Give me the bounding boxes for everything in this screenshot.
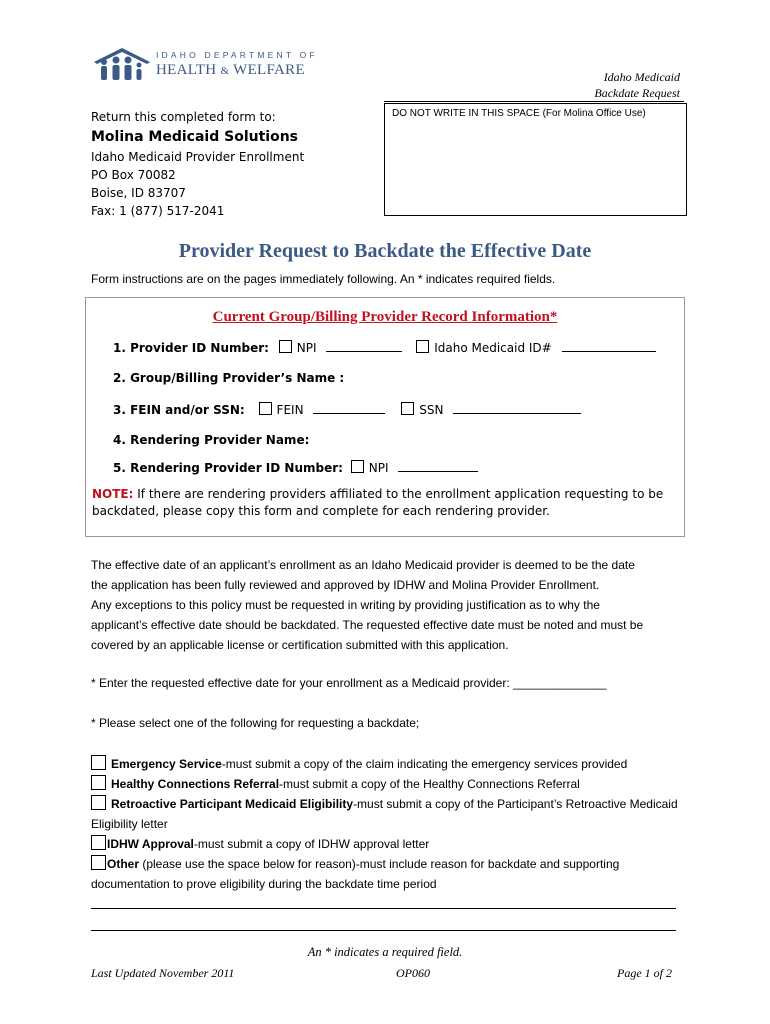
fein-field[interactable]	[313, 403, 385, 414]
office-use-box	[384, 103, 687, 216]
fein-checkbox[interactable]	[259, 402, 272, 415]
medicaid-id-option-label: Idaho Medicaid ID#	[434, 341, 552, 355]
healthy-connections-checkbox[interactable]	[91, 775, 106, 790]
header-rule	[384, 101, 684, 102]
option-retroactive-eligibility[interactable]	[91, 794, 691, 834]
npi-option-label: NPI	[296, 341, 317, 355]
backdate-reason-options	[91, 754, 691, 894]
emergency-service-checkbox[interactable]	[91, 755, 106, 770]
ssn-option-label: SSN	[419, 403, 444, 417]
header-form-name: Idaho Medicaid	[603, 70, 680, 84]
option-bold: Retroactive Participant Medicaid Eligibility	[111, 797, 354, 811]
requested-date-field[interactable]: * Enter the requested effective date for your enrollment as a Medicaid provider: ______________	[91, 676, 607, 690]
reason-line-1[interactable]	[91, 908, 676, 909]
npi-checkbox[interactable]	[279, 340, 292, 353]
fein-option-label: FEIN	[276, 403, 304, 417]
footer-form-code: OP060	[396, 966, 430, 980]
provider-record-section	[85, 297, 685, 537]
family-figures-logo-icon	[92, 46, 152, 82]
return-org: Molina Medicaid Solutions	[91, 129, 298, 145]
option-other[interactable]	[91, 854, 691, 894]
ssn-checkbox[interactable]	[401, 402, 414, 415]
medicaid-id-field[interactable]	[562, 341, 656, 352]
page-title: Provider Request to Backdate the Effective Date	[178, 240, 592, 262]
provider-id-row	[113, 340, 656, 355]
return-line-2: PO Box 70082	[91, 168, 176, 182]
medicaid-id-checkbox[interactable]	[416, 340, 429, 353]
ssn-field[interactable]	[453, 403, 581, 414]
policy-line-1: The effective date of an applicant’s enrollment as an Idaho Medicaid provider is deemed to be the date	[91, 558, 635, 572]
option-rest: -must submit a copy of the Healthy Connections Referral	[279, 777, 580, 791]
rendering-note	[92, 486, 680, 520]
return-address-block	[91, 108, 381, 220]
header-form-type: Backdate Request	[594, 86, 680, 100]
logo-welfare: WELFARE	[233, 62, 305, 78]
rendering-id-label: 5. Rendering Provider ID Number:	[113, 461, 343, 475]
footer-page-number: Page 1 of 2	[617, 966, 672, 980]
return-label: Return this completed form to:	[91, 110, 276, 124]
logo-amp: &	[220, 65, 230, 77]
logo-line-2	[156, 62, 305, 79]
note-text: If there are rendering providers affiliated to the enrollment application requesting to be backdated, please copy this form and complete for each rendering provider.	[92, 487, 664, 518]
instructions-text: Form instructions are on the pages immediately following. An * indicates required fields.	[91, 272, 556, 286]
return-fax: Fax: 1 (877) 517-2041	[91, 204, 225, 218]
return-line-3: Boise, ID 83707	[91, 186, 186, 200]
return-line-1: Idaho Medicaid Provider Enrollment	[91, 150, 305, 164]
fein-ssn-row	[113, 402, 581, 417]
option-bold: Emergency Service	[111, 757, 222, 771]
option-healthy-connections[interactable]	[91, 774, 691, 794]
option-rest: -must submit a copy of the Participant’s Retroactive Medicaid Eligibility letter	[91, 797, 678, 831]
npi-field[interactable]	[326, 341, 402, 352]
idhw-logo	[92, 44, 322, 84]
rendering-npi-checkbox[interactable]	[351, 460, 364, 473]
option-rest: (please use the space below for reason)-must include reason for backdate and supporting documentation to prove eligibility during the backdate time period	[91, 857, 620, 891]
rendering-npi-option-label: NPI	[368, 461, 389, 475]
option-bold: Other	[107, 857, 140, 871]
note-label: NOTE:	[92, 487, 134, 501]
select-prompt: * Please select one of the following for requesting a backdate;	[91, 716, 420, 730]
footer-last-updated: Last Updated November 2011	[91, 966, 235, 980]
record-heading: Current Group/Billing Provider Record Information*	[212, 309, 558, 325]
option-rest: -must submit a copy of the claim indicating the emergency services provided	[221, 757, 628, 771]
rendering-name-label: 4. Rendering Provider Name:	[113, 433, 310, 447]
retroactive-eligibility-checkbox[interactable]	[91, 795, 106, 810]
required-field-note: An * indicates a required field.	[307, 945, 463, 959]
option-emergency-service[interactable]	[91, 754, 691, 774]
rendering-id-row	[113, 460, 478, 475]
option-idhw-approval[interactable]	[91, 834, 691, 854]
option-rest: -must submit a copy of IDHW approval letter	[193, 837, 430, 851]
group-name-label: 2. Group/Billing Provider’s Name :	[113, 371, 345, 385]
policy-line-2: the application has been fully reviewed and approved by IDHW and Molina Provider Enrollment.	[91, 578, 600, 592]
logo-health: HEALTH	[156, 62, 217, 78]
policy-line-3: Any exceptions to this policy must be requested in writing by providing justification as to why the	[91, 598, 600, 612]
other-checkbox[interactable]	[91, 855, 106, 870]
rendering-npi-field[interactable]	[398, 461, 478, 472]
idhw-approval-checkbox[interactable]	[91, 835, 106, 850]
policy-line-4: applicant’s effective date should be backdated. The requested effective date must be noted and must be	[91, 618, 644, 632]
reason-line-2[interactable]	[91, 930, 676, 931]
rendering-name-row	[113, 433, 309, 447]
fein-ssn-label: 3. FEIN and/or SSN:	[113, 403, 245, 417]
option-bold: Healthy Connections Referral	[111, 777, 280, 791]
provider-id-label: 1. Provider ID Number:	[113, 341, 269, 355]
policy-paragraph	[91, 555, 691, 655]
option-bold: IDHW Approval	[107, 837, 194, 851]
group-name-row	[113, 371, 344, 385]
office-use-label: DO NOT WRITE IN THIS SPACE (For Molina Office Use)	[392, 108, 646, 119]
logo-line-1: IDAHO DEPARTMENT OF	[156, 50, 318, 60]
policy-line-5: covered by an applicable license or certification submitted with this application.	[91, 638, 509, 652]
